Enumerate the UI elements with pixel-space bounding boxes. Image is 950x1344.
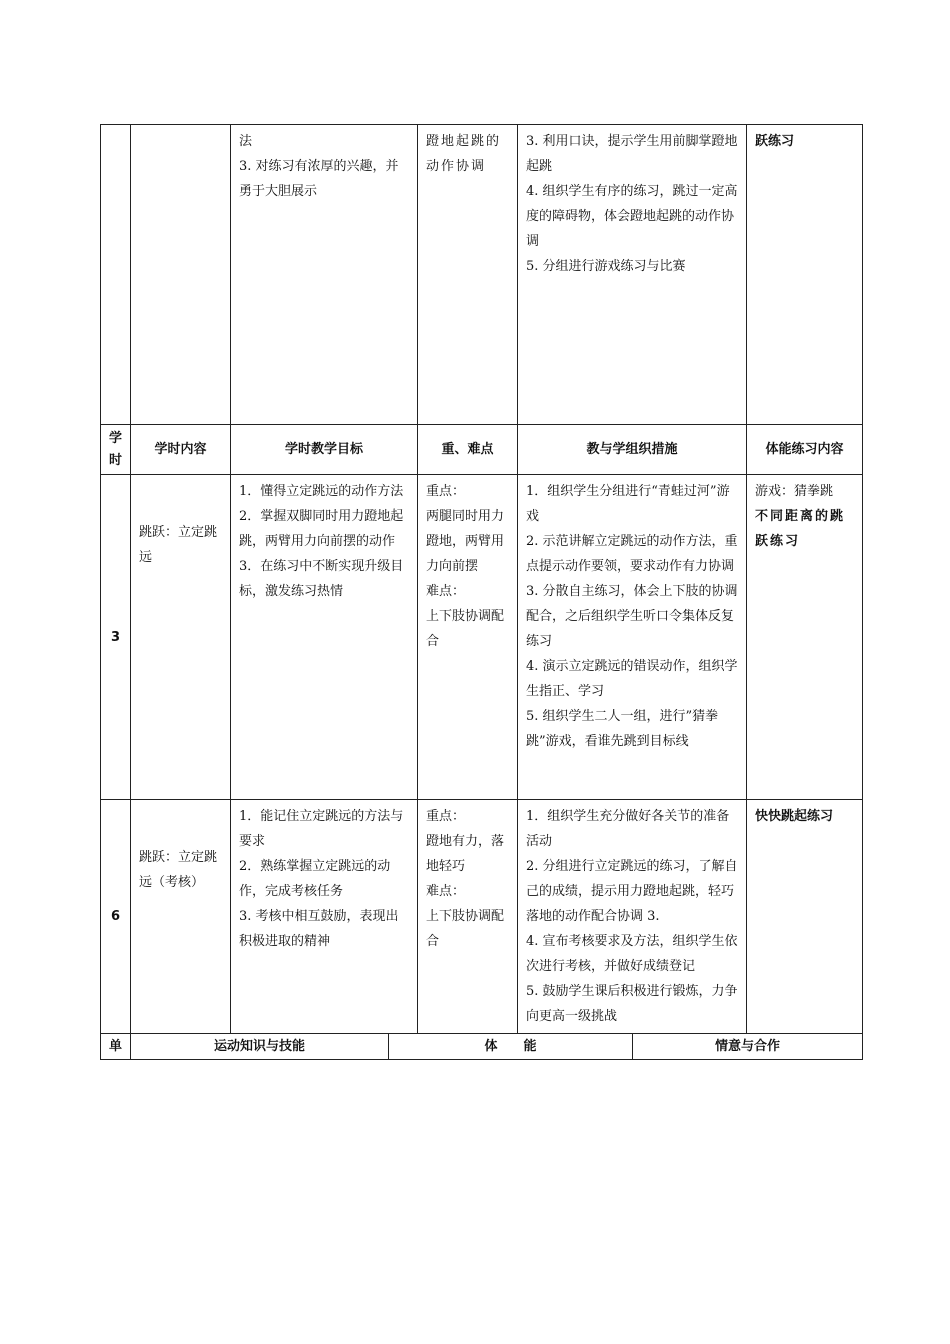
- measure-line: 4. 演示立定跳远的错误动作，组织学生指正、学习: [526, 659, 738, 699]
- measure-line: 2. 示范讲解立定跳远的动作方法，重点提示动作要领，要求动作有力协调: [526, 534, 738, 574]
- goal-line: 3. 对练习有浓厚的兴趣，并勇于大胆展示: [239, 159, 399, 199]
- measure-line: 3. 利用口诀，提示学生用前脚掌蹬地起跳: [526, 134, 738, 174]
- goal-line: 2．掌握双脚同时用力蹬地起跳，两臂用力向前摆的动作: [239, 509, 404, 549]
- keypoint-line: 上下肢协调配合: [426, 609, 505, 649]
- goal-line: 法: [239, 134, 253, 149]
- continued-content-cell: [131, 125, 231, 425]
- header-row: [101, 425, 863, 475]
- lesson-content: [131, 475, 231, 800]
- keypoint-line: 蹬地起跳的动作协调: [426, 134, 502, 174]
- fitness-exercise: 快快跳起练习: [755, 809, 834, 824]
- lesson-goals-cell: [231, 475, 418, 800]
- lesson-row: [101, 800, 863, 1034]
- continued-keypoints-cell: [418, 125, 518, 425]
- header-goals: 学时教学目标: [231, 425, 418, 475]
- keypoint-line: 上下肢协调配合: [426, 909, 505, 949]
- header-measures: 教与学组织措施: [518, 425, 747, 475]
- lesson-content-text: 跳跃：立定跳远: [139, 525, 218, 565]
- unit-summary-row: [101, 1034, 863, 1060]
- header-fitness: 体能练习内容: [747, 425, 863, 475]
- measure-line: 5. 分组进行游戏练习与比赛: [526, 259, 686, 274]
- keypoint-line: 重点：: [426, 809, 466, 824]
- lesson-keypoints-cell: [418, 475, 518, 800]
- lesson-plan-table: [100, 124, 863, 1034]
- lesson-fitness-cell: [747, 475, 863, 800]
- emotion-header: 情意与合作: [633, 1034, 863, 1060]
- unit-summary-table: [100, 1033, 863, 1060]
- skills-header: 运动知识与技能: [131, 1034, 389, 1060]
- fitness-header: 体 能: [389, 1034, 633, 1060]
- goal-line: 3．在练习中不断实现升级目标，激发练习热情: [239, 559, 404, 599]
- lesson-fitness-cell: [747, 800, 863, 1034]
- lesson-content-text: 跳跃：立定跳远（考核）: [139, 850, 218, 890]
- lesson-goals-cell: [231, 800, 418, 1034]
- keypoint-line: 难点：: [426, 884, 466, 899]
- measure-line: 1．组织学生充分做好各关节的准备活动: [526, 809, 730, 849]
- measure-line: 5. 鼓励学生课后积极进行锻炼，力争向更高一级挑战: [526, 984, 738, 1024]
- unit-label: 单: [101, 1034, 131, 1060]
- header-content: 学时内容: [131, 425, 231, 475]
- goal-line: 1．懂得立定跳远的动作方法: [239, 484, 404, 499]
- header-period: 学时: [101, 425, 131, 475]
- measure-line: 4. 宣布考核要求及方法，组织学生依次进行考核，并做好成绩登记: [526, 934, 738, 974]
- continued-goals-cell: [231, 125, 418, 425]
- lesson-period: 3: [101, 475, 131, 800]
- lesson-measures-cell: [518, 475, 747, 800]
- continued-fitness-cell: [747, 125, 863, 425]
- fitness-exercise: 不同距离的跳跃练习: [755, 509, 846, 549]
- continued-period-cell: [101, 125, 131, 425]
- measure-line: 4. 组织学生有序的练习，跳过一定高度的障碍物，体会蹬地起跳的动作协调: [526, 184, 738, 249]
- measure-line: 2. 分组进行立定跳远的练习，了解自己的成绩，提示用力蹬地起跳，轻巧落地的动作配合协调 3.: [526, 859, 738, 924]
- fitness-game: 游戏：猜拳跳: [755, 484, 834, 499]
- goal-line: 3. 考核中相互鼓励，表现出积极进取的精神: [239, 909, 399, 949]
- header-keypoints: 重、难点: [418, 425, 518, 475]
- measure-line: 3. 分散自主练习，体会上下肢的协调配合，之后组织学生听口令集体反复练习: [526, 584, 738, 649]
- measure-line: 1．组织学生分组进行“青蛙过河”游戏: [526, 484, 730, 524]
- lesson-keypoints-cell: [418, 800, 518, 1034]
- keypoint-line: 蹬地有力，落地轻巧: [426, 834, 505, 874]
- measure-line: 5. 组织学生二人一组，进行”猜拳跳”游戏，看谁先跳到目标线: [526, 709, 719, 749]
- goal-line: 2．熟练掌握立定跳远的动作，完成考核任务: [239, 859, 391, 899]
- keypoint-line: 两腿同时用力蹬地，两臂用力向前摆: [426, 509, 505, 574]
- lesson-measures-cell: [518, 800, 747, 1034]
- continued-row: [101, 125, 863, 425]
- fitness-line: 跃练习: [755, 134, 795, 149]
- lesson-content: [131, 800, 231, 1034]
- goal-line: 1．能记住立定跳远的方法与要求: [239, 809, 404, 849]
- keypoint-line: 重点：: [426, 484, 466, 499]
- lesson-period: 6: [101, 800, 131, 1034]
- continued-measures-cell: [518, 125, 747, 425]
- lesson-row: [101, 475, 863, 800]
- keypoint-line: 难点：: [426, 584, 466, 599]
- lesson-plan-page: [100, 124, 862, 1060]
